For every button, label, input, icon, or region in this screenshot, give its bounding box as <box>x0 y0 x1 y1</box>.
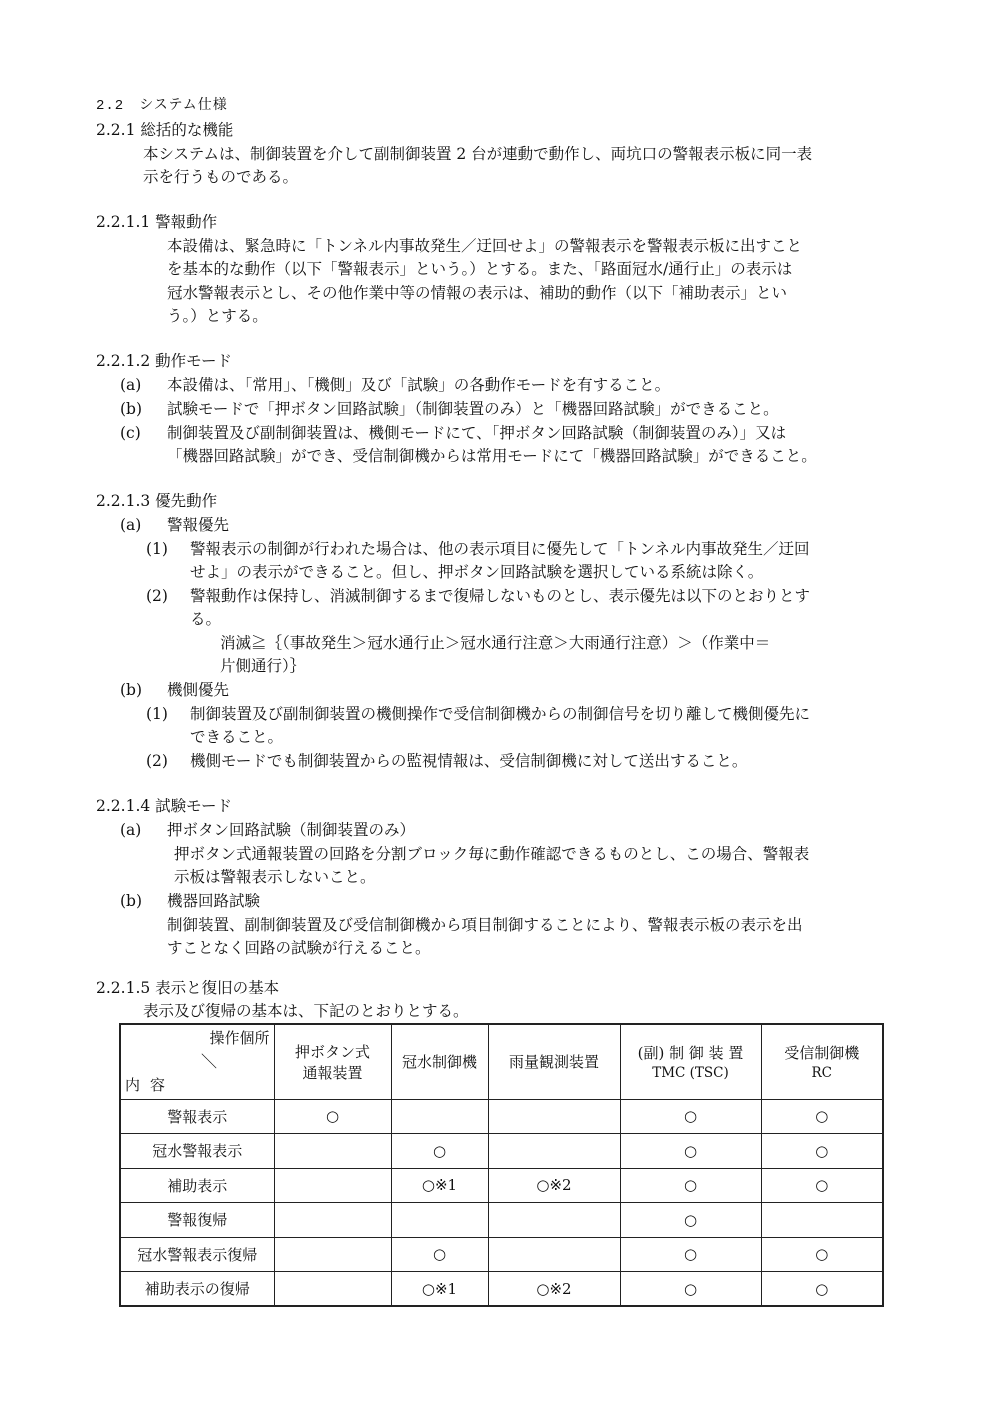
list-item-text: 本設備は、「常用」、「機側」及び「試験」の各動作モードを有すること。 <box>167 376 671 394</box>
column-header <box>274 1024 391 1099</box>
priority-formula: 片側通行）｝ <box>220 657 306 675</box>
table-cell <box>274 1168 391 1203</box>
row-label: 冠水警報表示復帰 <box>120 1237 274 1272</box>
list-item-text: 警報動作は保持し、消滅制御するまで復帰しないものとし、表示優先は以下のとおりとす <box>190 587 811 605</box>
table-cell: ○ <box>761 1237 883 1272</box>
column-header-line1: 雨量観測装置 <box>508 1053 599 1072</box>
table-cell: ○ <box>620 1168 761 1203</box>
table-cell <box>761 1203 883 1238</box>
row-label: 警報復帰 <box>120 1203 274 1238</box>
section-heading-2-2-1-5: 2.2.1.5 表示と復旧の基本 <box>96 979 280 997</box>
list-item-text: 警報表示の制御が行われた場合は、他の表示項目に優先して「トンネル内事故発生／迂回 <box>190 540 810 558</box>
corner-bottom-label: 内容 <box>125 1075 176 1094</box>
list-item-text: すことなく回路の試験が行えること。 <box>167 939 431 957</box>
table-row <box>120 1237 883 1272</box>
list-item-text: 制御装置及び副制御装置の機側操作で受信制御機からの制御信号を切り離して機側優先に <box>190 705 811 723</box>
table-row <box>120 1134 883 1169</box>
list-item-title: 機器回路試験 <box>167 892 261 910</box>
column-header-line1: 冠水制御機 <box>401 1053 477 1072</box>
table-cell: ○※2 <box>488 1168 620 1203</box>
paragraph-line: う。）とする。 <box>167 307 268 325</box>
list-marker: (1) <box>146 705 168 723</box>
section-heading-2-2-1 <box>96 119 233 141</box>
column-header-line2: RC <box>811 1065 832 1082</box>
list-item-text: 機側モードでも制御装置からの監視情報は、受信制御機に対して送出すること。 <box>190 752 748 770</box>
list-item-text: せよ」の表示ができること。但し、押ボタン回路試験を選択している系統は除く。 <box>190 563 764 581</box>
column-header-line1: (副) 制 御 装 置 <box>637 1044 744 1063</box>
list-item-text: できること。 <box>190 728 284 746</box>
table-cell <box>274 1237 391 1272</box>
list-item-title: 押ボタン回路試験（制御装置のみ） <box>167 821 416 839</box>
paragraph-line: 示を行うものである。 <box>143 168 299 186</box>
row-label: 補助表示の復帰 <box>120 1272 274 1307</box>
section-heading-2-2: 2.2 システム仕様 <box>96 98 228 114</box>
display-reset-table <box>119 1023 884 1307</box>
column-header-line2: 通報装置 <box>302 1063 363 1082</box>
table-row <box>120 1168 883 1203</box>
row-label: 冠水警報表示 <box>120 1134 274 1169</box>
list-item-text: 示板は警報表示しないこと。 <box>174 868 376 886</box>
column-header-line1: 受信制御機 <box>784 1044 860 1063</box>
table-row <box>120 1203 883 1238</box>
table-cell <box>488 1203 620 1238</box>
table-cell <box>274 1272 391 1307</box>
list-item-text: 制御装置、副制御装置及び受信制御機から項目制御することにより、警報表示板の表示を出 <box>167 916 803 934</box>
paragraph-line: 本システムは、制御装置を介して副制御装置 2 台が連動で動作し、両坑口の警報表示板に同一表 <box>143 145 813 163</box>
list-marker: (a) <box>120 376 142 394</box>
section-heading-2-2-1-3: 2.2.1.3 優先動作 <box>96 492 218 510</box>
paragraph-line: 冠水警報表示とし、その他作業中等の情報の表示は、補助的動作（以下「補助表示」とい <box>167 284 788 302</box>
list-item-text: 押ボタン式通報装置の回路を分割ブロック毎に動作確認できるものとし、この場合、警報表 <box>174 845 810 863</box>
column-header <box>761 1024 883 1099</box>
table-cell: ○ <box>620 1134 761 1169</box>
table-cell: ○ <box>761 1272 883 1307</box>
table-header-row <box>120 1024 883 1099</box>
table-cell <box>274 1134 391 1169</box>
table-cell: ○ <box>761 1134 883 1169</box>
column-header <box>488 1024 620 1099</box>
column-header-line2: TMC (TSC) <box>652 1065 729 1082</box>
list-marker: (b) <box>120 681 143 699</box>
section-heading-2-2-1-1: 2.2.1.1 警報動作 <box>96 213 218 231</box>
table-cell: ○ <box>620 1237 761 1272</box>
table-cell: ○ <box>391 1237 488 1272</box>
section-heading-2-2-1-4: 2.2.1.4 試験モード <box>96 797 233 815</box>
table-cell: ○ <box>274 1099 391 1134</box>
table-row <box>120 1272 883 1307</box>
table-cell <box>274 1203 391 1238</box>
paragraph-line: を基本的な動作（以下「警報表示」という。）とする。また、「路面冠水/通行止」の表示は <box>167 260 793 278</box>
table-cell: ○※1 <box>391 1272 488 1307</box>
column-header-line1: 押ボタン式 <box>294 1042 370 1061</box>
list-item-text: 試験モードで「押ボタン回路試験」（制御装置のみ）と「機器回路試験」ができること。 <box>167 400 779 418</box>
section-heading-text: 2.2.1 総括的な機能 <box>96 121 234 139</box>
table-cell <box>488 1099 620 1134</box>
table-row <box>120 1099 883 1134</box>
table-cell: ○ <box>761 1099 883 1134</box>
list-marker: (2) <box>146 587 168 605</box>
table-cell <box>391 1203 488 1238</box>
table-cell: ○※1 <box>391 1168 488 1203</box>
corner-slash: ＼ <box>201 1052 218 1071</box>
paragraph-line: 本設備は、緊急時に「トンネル内事故発生／迂回せよ」の警報表示を警報表示板に出すこと <box>167 237 803 255</box>
table-corner-header <box>120 1024 274 1099</box>
section-heading-2-2-1-2: 2.2.1.2 動作モード <box>96 352 233 370</box>
list-item-text: 制御装置及び副制御装置は、機側モードにて、「押ボタン回路試験（制御装置のみ）」又は <box>167 424 787 442</box>
corner-top-label: 操作個所 <box>209 1029 270 1047</box>
table-cell: ○ <box>391 1134 488 1169</box>
table-cell <box>488 1237 620 1272</box>
table-cell <box>391 1099 488 1134</box>
list-marker: (1) <box>146 540 168 558</box>
table-cell: ○ <box>620 1272 761 1307</box>
paragraph-line: 表示及び復帰の基本は、下記のとおりとする。 <box>143 1002 469 1020</box>
list-marker: (c) <box>120 424 141 442</box>
list-item-title: 機側優先 <box>167 681 230 699</box>
table-cell <box>488 1134 620 1169</box>
row-label: 補助表示 <box>120 1168 274 1203</box>
column-header <box>391 1024 488 1099</box>
table-cell: ○ <box>620 1203 761 1238</box>
list-marker: (b) <box>120 400 143 418</box>
list-marker: (a) <box>120 821 142 839</box>
row-label: 警報表示 <box>120 1099 274 1134</box>
priority-formula: 消滅≧｛（事故発生＞冠水通行止＞冠水通行注意＞大雨通行注意）＞（作業中＝ <box>220 634 771 652</box>
table-cell: ○ <box>620 1099 761 1134</box>
list-item-text: 「機器回路試験」ができ、受信制御機からは常用モードにて「機器回路試験」ができること。 <box>167 447 817 465</box>
list-item-title: 警報優先 <box>167 516 230 534</box>
list-marker: (b) <box>120 892 143 910</box>
column-header <box>620 1024 761 1099</box>
table-cell: ○※2 <box>488 1272 620 1307</box>
list-marker: (2) <box>146 752 168 770</box>
list-marker: (a) <box>120 516 142 534</box>
table-cell: ○ <box>761 1168 883 1203</box>
list-item-text: る。 <box>190 610 222 628</box>
